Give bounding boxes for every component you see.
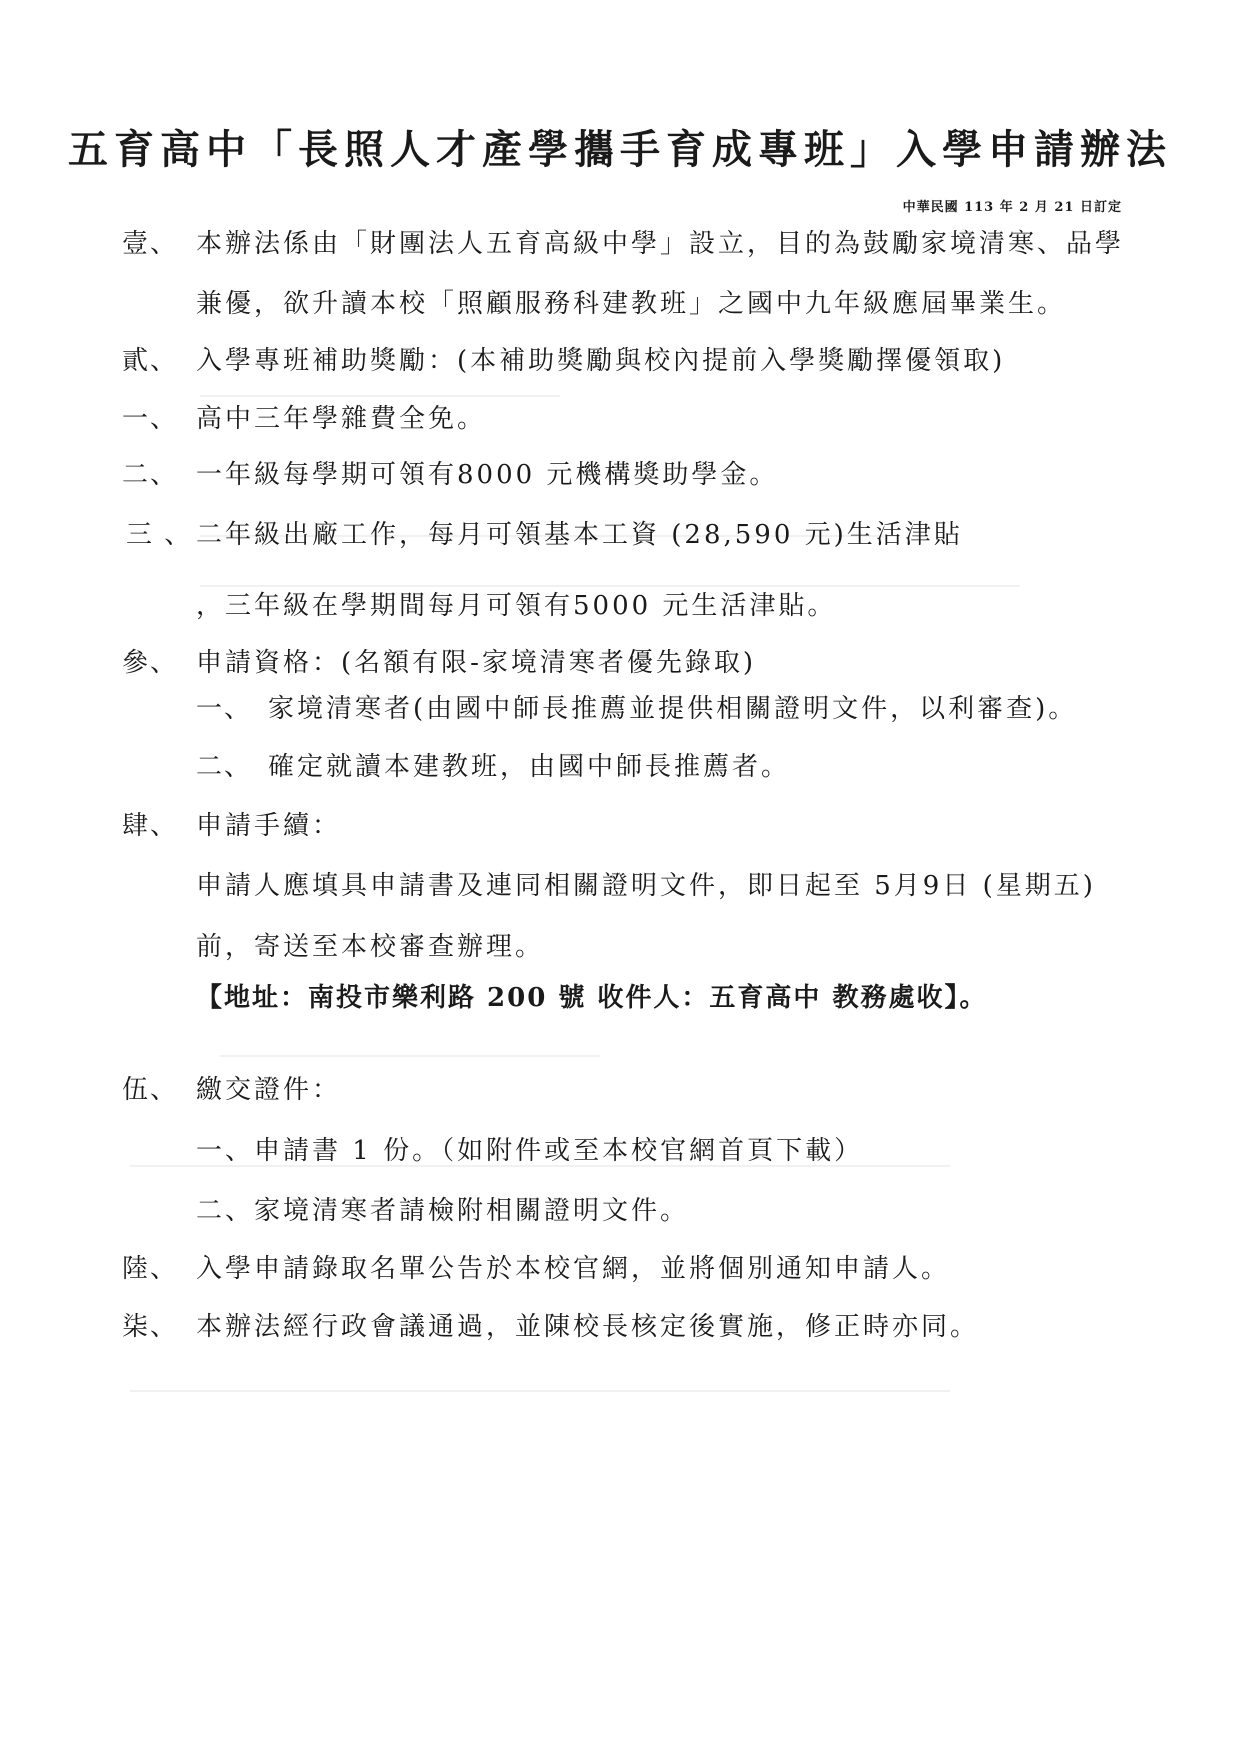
section-4-marker: 肆、 [122, 811, 179, 841]
section-3-item-1-text: 家境清寒者(由國中師長推薦並提供相關證明文件，以利審查)。 [268, 694, 1078, 724]
section-2-item-2-text: 一年級每學期可領有8000 元機構獎助學金。 [196, 460, 779, 490]
section-3-marker: 參、 [122, 648, 179, 678]
section-2-item-1-marker: 一、 [122, 404, 179, 434]
section-5-line-1: 繳交證件： [196, 1075, 342, 1105]
bleed-through-line [200, 585, 1020, 587]
section-1-marker: 壹、 [122, 229, 179, 259]
bleed-through-line [200, 395, 560, 397]
bleed-through-line [130, 1390, 950, 1392]
section-3-line-1: 申請資格：(名額有限-家境清寒者優先錄取) [196, 648, 757, 678]
section-2-line-1: 入學專班補助獎勵：(本補助獎勵與校內提前入學獎勵擇優領取) [196, 346, 1006, 376]
section-1-line-1: 本辦法係由「財團法人五育高級中學」設立，目的為鼓勵家境清寒、品學 [196, 229, 1125, 259]
section-7-line-1: 本辦法經行政會議通過，並陳校長核定後實施，修正時亦同。 [196, 1312, 980, 1342]
section-2-item-1-text: 高中三年學雜費全免。 [196, 404, 487, 434]
section-4-line-1: 申請手續： [196, 811, 342, 841]
section-2-item-3-marker: 三 、 [126, 520, 193, 550]
section-4-line-3: 前，寄送至本校審查辦理。 [196, 932, 545, 962]
section-2-item-3-continuation: ，三年級在學期間每月可領有5000 元生活津貼。 [196, 591, 837, 621]
document-title: 五育高中「長照人才產學攜手育成專班」入學申請辦法 [68, 126, 1172, 173]
section-2-marker: 貳、 [122, 346, 179, 376]
mailing-address: 【地址：南投市樂利路 200 號 收件人：五育高中 教務處收】。 [196, 983, 988, 1013]
section-5-item-1: 一、申請書 1 份。（如附件或至本校官網首頁下載） [196, 1136, 864, 1166]
section-6-marker: 陸、 [122, 1254, 179, 1284]
section-3-item-2-text: 確定就讀本建教班，由國中師長推薦者。 [268, 752, 791, 782]
section-2-item-2-marker: 二、 [122, 460, 179, 490]
enactment-date: 中華民國 113 年 2 月 21 日訂定 [902, 200, 1122, 215]
section-6-line-1: 入學申請錄取名單公告於本校官網，並將個別通知申請人。 [196, 1254, 951, 1284]
section-3-item-2-marker: 二、 [196, 752, 253, 782]
section-1-line-2: 兼優，欲升讀本校「照顧服務科建教班」之國中九年級應屆畢業生。 [196, 289, 1067, 319]
section-2-item-3-text: 二年級出廠工作，每月可領基本工資 (28,590 元)生活津貼 [196, 520, 963, 550]
bleed-through-line [220, 1055, 600, 1057]
section-7-marker: 柒、 [122, 1312, 179, 1342]
section-5-marker: 伍、 [122, 1075, 179, 1105]
section-5-item-2: 二、家境清寒者請檢附相關證明文件。 [196, 1196, 690, 1226]
section-3-item-1-marker: 一、 [196, 694, 253, 724]
section-4-line-2: 申請人應填具申請書及連同相關證明文件，即日起至 5月9日 (星期五) [196, 871, 1096, 901]
